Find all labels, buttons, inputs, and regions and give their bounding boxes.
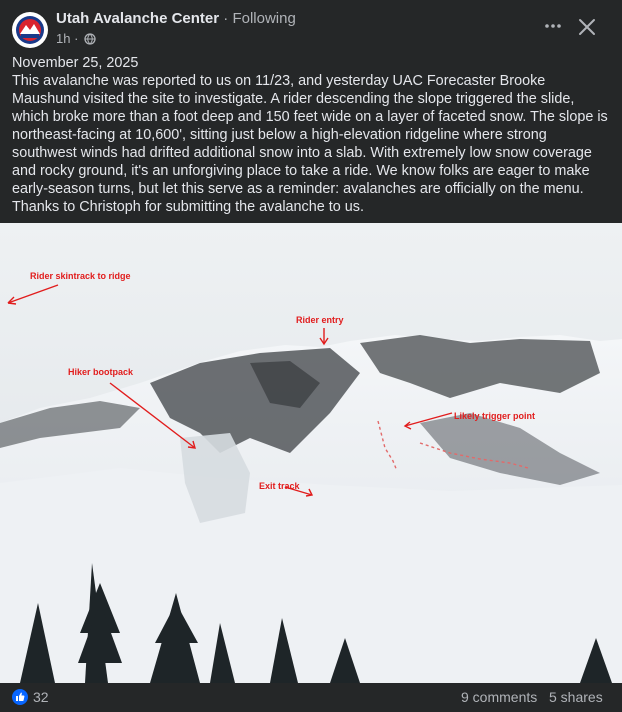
name-separator: · bbox=[223, 10, 229, 27]
post-body bbox=[12, 54, 612, 216]
globe-icon bbox=[84, 33, 96, 48]
annotation-bootpack: Hiker bootpack bbox=[68, 367, 134, 377]
time-separator: · bbox=[74, 31, 79, 46]
like-count[interactable]: 32 bbox=[33, 689, 49, 705]
close-icon bbox=[574, 14, 600, 40]
like-reaction-icon[interactable] bbox=[12, 689, 28, 705]
post-meta bbox=[56, 31, 96, 48]
comments-link[interactable]: 9 comments bbox=[461, 689, 538, 705]
annotation-exit-track: Exit track bbox=[259, 481, 300, 491]
timestamp-link[interactable]: 1h bbox=[56, 31, 71, 46]
post-footer bbox=[0, 683, 622, 712]
author-line bbox=[56, 10, 296, 27]
avalanche-photo-illustration bbox=[0, 223, 622, 683]
follow-status[interactable]: Following bbox=[232, 10, 296, 27]
page-name-link[interactable]: Utah Avalanche Center bbox=[56, 10, 220, 27]
post-header bbox=[0, 0, 622, 52]
more-dots-icon bbox=[540, 14, 566, 38]
shares-link[interactable]: 5 shares bbox=[549, 689, 603, 705]
close-button[interactable] bbox=[574, 14, 600, 40]
annotation-rider-entry: Rider entry bbox=[296, 315, 344, 325]
post-date: November 25, 2025 bbox=[12, 55, 139, 71]
annotation-skintrack: Rider skintrack to ridge bbox=[30, 271, 131, 281]
post-photo[interactable] bbox=[0, 223, 622, 683]
more-options-button[interactable] bbox=[540, 14, 566, 38]
avatar[interactable] bbox=[12, 12, 48, 48]
annotation-trigger-point: Likely trigger point bbox=[454, 411, 536, 421]
post-message: This avalanche was reported to us on 11/23, and yesterday UAC Forecaster Brooke Maushund visited the site to investigate. A rider descending the slope triggered the slide, which broke more than a foot deep and 150 feet wide on a layer of faceted snow. The slope is northeast-facing at 10,600', sitting just below a high-elevation ridgeline where strong southwest winds had drifted additional snow into a slab. With extremely low snow coverage and rocky ground, it's an unforgiving place to take a ride. We know folks are eager to make early-season turns, but let this serve as a reminder: avalanches are officially on the menu. Thanks to Christoph for submitting the avalanche to us. bbox=[12, 73, 608, 215]
